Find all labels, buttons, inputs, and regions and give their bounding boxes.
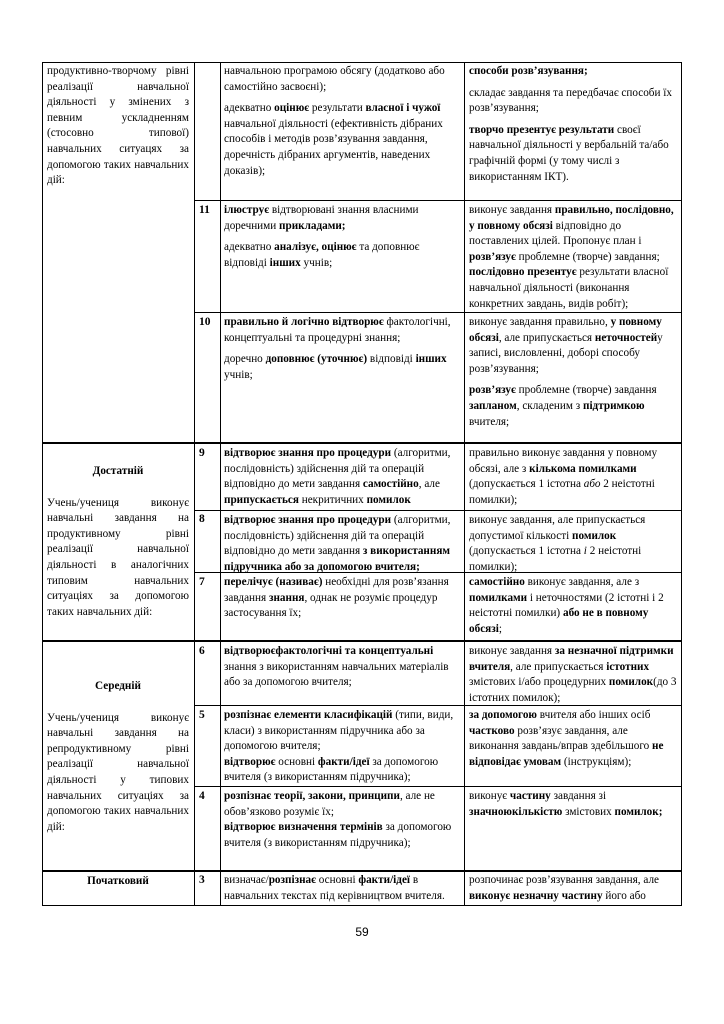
level-description: продуктивно-творчому рівні реалізації навчальної діяльності у змінених з певним ускладненням (стосовно типової) навчальних ситуацях за допомогою таких навчальних дій: [47,65,189,187]
level-title: Середній [95,680,141,692]
col2-row-8: відтворює знання про процедури (алгоритми, послідовність) здійснення дій та операцій відповідно до мети завдання з використанням підручника або за допомогою вчителя; [224,514,451,573]
score-5: 5 [199,709,205,721]
score-6: 6 [199,645,205,657]
level-cell-productive-tail [47,64,189,189]
score-7: 7 [199,576,205,588]
page-number: 59 [355,925,369,939]
score-4: 4 [199,790,205,802]
level-title: Початковий [87,875,149,887]
col2-row-4: розпізнає теорії, закони, принципи, але не обов’язково розуміє їх; відтворює визначення термінів за допомогою вчителя (з використанням підручника); [224,790,452,849]
col2-row-12: навчальною програмою обсягу (додатково або самостійно засвоєні); адекватно оцінює результати власної і чужої навчальної діяльності (ефективність дібраних способів і методів розв’язування завдання, доречність дібраних аргументів, наведених доказів); [224,65,445,177]
level-cell-medium [47,679,189,835]
score-3: 3 [199,874,205,886]
level-description: Учень/учениця виконує навчальні завдання на репродуктивному рівні реалізації навчальної діяльності у типових навчальних ситуаціях за допомогою таких навчальних дій: [47,711,189,833]
level-title: Достатній [92,465,144,477]
col3-row-6: виконує завдання за незначної підтримки вчителя, але припускається істотних змістових і/або процедурних помилок(до 3 істотних помилок); [469,645,677,704]
col2-row-6: відтворюєфактологічні та концептуальні знання з використанням навчальних матеріалів або за допомогою вчителя; [224,645,449,689]
col2-row-9: відтворює знання про процедури (алгоритми, послідовність) здійснення дій та операцій відповідно до мети завдання самостійно, але припускається некритичних помилок [224,447,451,506]
score-9: 9 [199,447,205,459]
score-11: 11 [199,204,210,216]
col3-row-12: способи розв’язування; складає завдання та передбачає способи їх розв’язування; творчо презентує результати своєї навчальної діяльності у вербальній та/або графічній формі (у тому числі з використанням ІКТ). [469,65,672,183]
col2-row-5: розпізнає елементи класифікацій (типи, види, класи) з використанням підручника або за допомогою вчителя; відтворює основні факти/ідеї за допомогою вчителя (з використанням підручника); [224,709,454,784]
level-description: Учень/учениця виконує навчальні завдання на продуктивному рівні реалізації навчальної діяльності в аналогічних типовим навчальних ситуаціях за допомогою таких навчальних дій: [47,496,189,618]
col3-row-10: виконує завдання правильно, у повному обсязі, але припускається неточностейу записі, висловленні, доборі способу розв’язування; розв’язує проблемне (творче) завдання запланом, складеним з підтримкою вчителя; [469,316,663,428]
col3-row-7: самостійно виконує завдання, але з помилками і неточностями (2 істотні і 2 неістотні помилки) або не в повному обсязі; [469,576,664,635]
col3-row-11: виконує завдання правильно, послідовно, у повному обсязі відповідно до поставлених цілей. Пропонує план і розв’язує проблемне (творче) завдання; послідовно презентує результати власної навчальної діяльності (виконання конкретних завдань, видів робіт); [469,204,674,310]
col3-row-4: виконує частину завдання зі значноюкількістю змістових помилок; [469,790,663,818]
col3-row-3: розпочинає розв’язування завдання, але виконує незначну частину його або [469,874,659,902]
col2-row-3: визначає/розпізнає основні факти/ідеї в навчальних текстах під керівництвом вчителя. [224,874,445,902]
col3-row-8: виконує завдання, але припускається допустимої кількості помилок (допускається 1 істотна і 2 неістотні помилки); [469,514,646,573]
score-8: 8 [199,513,205,525]
col2-row-10: правильно й логічно відтворює фактологічні, концептуальні та процедурні знання; доречно доповнює (уточнює) відповіді інших учнів; [224,316,451,381]
level-cell-sufficient [47,464,189,620]
col3-row-9: правильно виконує завдання у повному обсязі, але з кількома помилками (допускається 1 істотна або 2 неістотні помилки); [469,447,658,506]
level-cell-initial [47,874,189,890]
col2-row-7: перелічує (називає) необхідні для розв’язання завдання знання, однак не розуміє процедур застосування їх; [224,576,449,620]
col3-row-5: за допомогою вчителя або інших осіб частково розв’язує завдання, але виконання завдань/вправ здебільшого не відповідає умовам (інструкціям); [469,709,664,768]
col2-row-11: ілюструє відтворювані знання власними доречними прикладами; адекватно аналізує, оцінює та доповнює відповіді інших учнів; [224,204,420,269]
score-10: 10 [199,316,211,328]
